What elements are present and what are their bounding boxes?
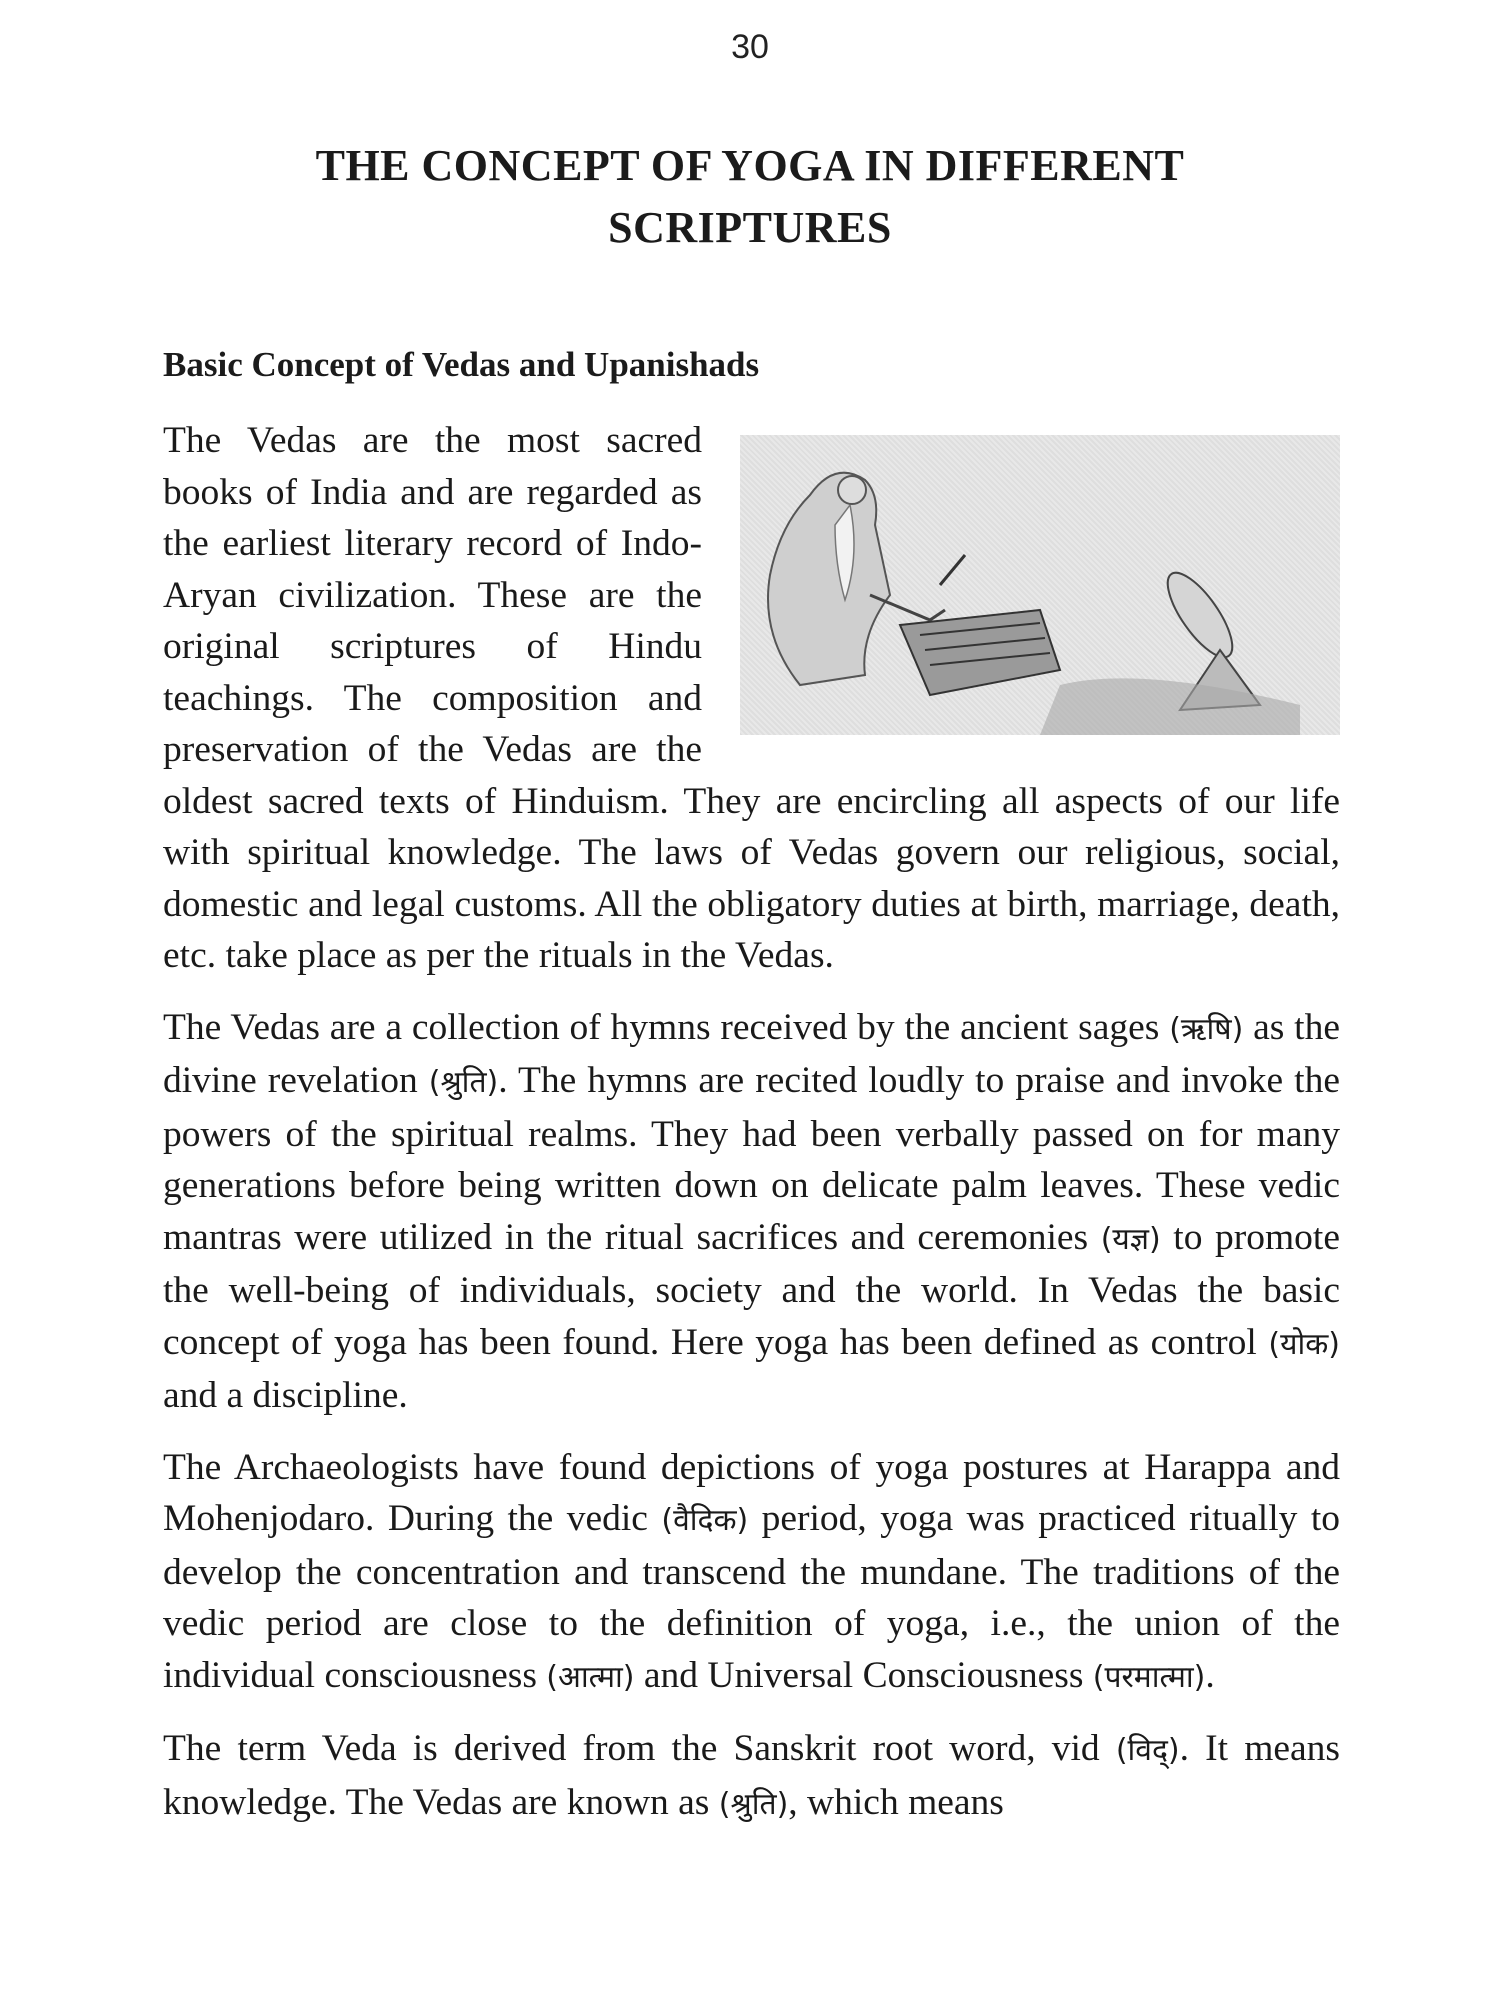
sanskrit-term-atma: (आत्मा) — [546, 1659, 635, 1695]
text-segment: The term Veda is derived from the Sanskrit root word, vid — [163, 1728, 1116, 1769]
sage-illustration — [740, 435, 1340, 735]
text-segment: The Vedas are a collection of hymns received by the ancient sages — [163, 1006, 1170, 1048]
section-heading: Basic Concept of Vedas and Upanishads — [163, 345, 760, 384]
chapter-title-line-1: THE CONCEPT OF YOGA IN DIFFERENT — [315, 141, 1185, 190]
text-segment: and a discipline. — [163, 1375, 408, 1416]
paragraph-1-text: The Vedas are the most sacred books of India and are regarded as the earliest literary record of Indo-Aryan civilization. These are the original scriptures of Hindu teachings. The composition and preservation of the Vedas are the oldest sacred texts of Hinduism. They are encircling all aspects of our life with spiritual knowledge. The laws of Vedas govern our religious, social, domestic and legal customs. All the obligatory duties at birth, marriage, death, etc. take place as per the rituals in the Vedas. — [163, 420, 1340, 976]
text-segment: to promote the well-being of individuals, society and the world. In Vedas the basic concept of yoga has been found. Here yoga has been defined as control — [163, 1216, 1340, 1363]
paragraph-1 — [163, 415, 1340, 982]
paragraph-3 — [163, 1442, 1340, 1704]
text-segment: . The hymns are recited loudly to praise and invoke the powers of the spiritual realms. They had been verbally passed on for many generations before being written down on delicate palm leaves. These vedic mantras were utilized in the ritual sacrifices and ceremonies — [163, 1060, 1340, 1258]
paragraph-4 — [163, 1723, 1340, 1830]
text-segment: as the divine revelation — [163, 1006, 1340, 1101]
text-segment: period, yoga was practiced ritually to develop the concentration and transcend the mundane. The traditions of the vedic period are close to the definition of yoga, i.e., the union of the individual consciousness — [163, 1498, 1340, 1696]
sanskrit-term-yok: (योक) — [1268, 1326, 1340, 1362]
text-segment: . It means knowledge. The Vedas are known as — [163, 1728, 1340, 1823]
sanskrit-term-shruti: (श्रुति) — [428, 1065, 499, 1100]
chapter-title-line-2: SCRIPTURES — [608, 203, 892, 252]
paragraph-2 — [163, 1002, 1340, 1422]
text-segment: , which means — [788, 1781, 1004, 1823]
sanskrit-term-vaidik: (वैदिक) — [661, 1503, 749, 1538]
text-segment: . — [1205, 1654, 1215, 1696]
body-text — [163, 415, 1340, 1850]
sanskrit-term-yajna: (यज्ञ) — [1100, 1221, 1161, 1257]
text-segment: The Archaeologists have found depictions of yoga postures at Harappa and Mohenjodaro. During the vedic — [163, 1446, 1340, 1539]
page-number: 30 — [731, 28, 769, 66]
sanskrit-term-shruti: (श्रुति) — [718, 1786, 789, 1822]
sage-writing-icon — [740, 435, 1340, 735]
sanskrit-term-vid: (विद्) — [1115, 1733, 1180, 1768]
text-segment: and Universal Consciousness — [634, 1654, 1093, 1696]
sanskrit-term-rishi: (ऋषि) — [1169, 1011, 1244, 1047]
chapter-title — [150, 135, 1350, 259]
sanskrit-term-paramatma: (परमात्मा) — [1092, 1659, 1206, 1695]
